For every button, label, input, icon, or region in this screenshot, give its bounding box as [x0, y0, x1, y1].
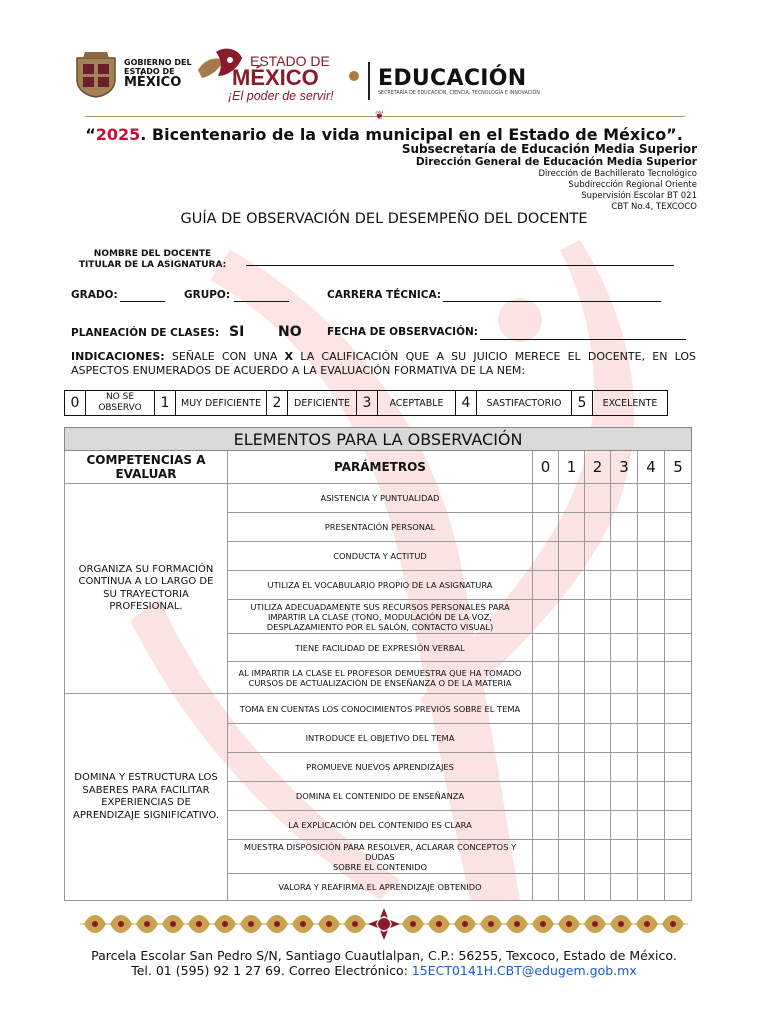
- score-cell[interactable]: [638, 782, 665, 811]
- score-cell[interactable]: [665, 600, 692, 634]
- col-header-competencias: COMPETENCIAS A EVALUAR: [65, 451, 228, 484]
- score-cell[interactable]: [665, 840, 692, 874]
- logo-separator: [368, 62, 370, 100]
- parametro-cell: AL IMPARTIR LA CLASE EL PROFESOR DEMUESTRA QUE HA TOMADO CURSOS DE ACTUALIZACIÓN DE ENSEÑANZA O DE LA MATERIA: [228, 662, 533, 694]
- educacion-subtitle: SECRETARÍA DE EDUCACIÓN, CIENCIA, TECNOLOGÍA E INNOVACIÓN: [378, 91, 540, 96]
- planeacion-label: PLANEACIÓN DE CLASES:: [71, 327, 220, 339]
- score-cell[interactable]: [559, 513, 585, 542]
- footer-email-link[interactable]: 15ECT0141H.CBT@edugem.gob.mx: [411, 963, 637, 978]
- scale-label: NO SE OBSERVO: [86, 391, 155, 416]
- score-header: 1: [559, 451, 585, 484]
- grado-label: GRADO:: [71, 289, 118, 301]
- score-cell[interactable]: [638, 662, 665, 694]
- score-cell[interactable]: [665, 484, 692, 513]
- institution-line: Dirección de Bachillerato Tecnológico: [538, 169, 697, 179]
- educacion-title: EDUCACIÓN: [378, 66, 527, 91]
- gob-line2: ESTADO DE: [124, 67, 175, 76]
- score-cell[interactable]: [638, 811, 665, 840]
- edo-slogan: ¡El poder de servir!: [228, 89, 334, 103]
- score-cell[interactable]: [585, 782, 611, 811]
- score-cell[interactable]: [611, 484, 638, 513]
- score-cell[interactable]: [559, 484, 585, 513]
- score-header: 5: [665, 451, 692, 484]
- score-cell[interactable]: [665, 542, 692, 571]
- score-cell[interactable]: [611, 753, 638, 782]
- score-cell[interactable]: [638, 874, 665, 901]
- rating-scale: [64, 390, 668, 416]
- ind-text-2: LA CALIFICACIÓN QUE A SU JUICIO MERECE EL DOCENTE, EN LOS ASPECTOS ENUMERADOS DE ACUERDO A LA EVALUACIÓN FORMATIVA DE LA NEM:: [71, 350, 697, 377]
- parametro-cell: MUESTRA DISPOSICIÓN PARA RESOLVER, ACLARAR CONCEPTOS Y DUDAS SOBRE EL CONTENIDO: [228, 840, 533, 874]
- nombre-label: [70, 249, 235, 271]
- score-cell[interactable]: [559, 694, 585, 724]
- score-header: 2: [585, 451, 611, 484]
- score-cell[interactable]: [533, 811, 559, 840]
- score-cell[interactable]: [585, 694, 611, 724]
- parametro-cell: TOMA EN CUENTAS LOS CONOCIMIENTOS PREVIOS SOBRE EL TEMA: [228, 694, 533, 724]
- score-cell[interactable]: [611, 571, 638, 600]
- observation-table: [64, 427, 692, 901]
- fecha-field[interactable]: [480, 339, 686, 340]
- scale-num: 5: [572, 391, 593, 416]
- score-header: 4: [638, 451, 665, 484]
- score-cell[interactable]: [638, 513, 665, 542]
- score-cell[interactable]: [533, 840, 559, 874]
- grupo-label: GRUPO:: [184, 289, 231, 301]
- score-cell[interactable]: [533, 571, 559, 600]
- slogan-year: 2025: [95, 125, 141, 144]
- footer-contact: [0, 963, 768, 978]
- score-cell[interactable]: [585, 600, 611, 634]
- nombre-field[interactable]: [246, 264, 674, 266]
- carrera-field[interactable]: [443, 301, 661, 302]
- col-header-parametros: PARÁMETROS: [228, 451, 533, 484]
- parametro-cell: UTILIZA EL VOCABULARIO PROPIO DE LA ASIGNATURA: [228, 571, 533, 600]
- institution-line: CBT No.4, TEXCOCO: [611, 202, 697, 212]
- gob-line1: GOBIERNO DEL: [124, 58, 192, 67]
- slogan-text: . Bicentenario de la vida municipal en el Estado de México”.: [140, 125, 683, 144]
- score-cell[interactable]: [665, 694, 692, 724]
- table-row: [65, 484, 692, 513]
- score-cell[interactable]: [611, 600, 638, 634]
- document-title: GUÍA DE OBSERVACIÓN DEL DESEMPEÑO DEL DOCENTE: [180, 211, 588, 227]
- score-cell[interactable]: [611, 542, 638, 571]
- planeacion-no[interactable]: NO: [278, 324, 302, 340]
- score-cell[interactable]: [665, 753, 692, 782]
- score-cell[interactable]: [585, 513, 611, 542]
- score-cell[interactable]: [533, 874, 559, 901]
- score-cell[interactable]: [533, 662, 559, 694]
- estado-de-mexico-logo: [194, 46, 364, 104]
- competencia-cell: DOMINA Y ESTRUCTURA LOS SABERES PARA FACILITAR EXPERIENCIAS DE APRENDIZAJE SIGNIFICATIVO.: [65, 694, 228, 901]
- scale-num: 4: [456, 391, 477, 416]
- ind-text-1: SEÑALE CON UNA: [164, 350, 285, 363]
- score-cell[interactable]: [665, 634, 692, 662]
- header-ornament-icon: ❦: [375, 109, 385, 122]
- score-cell[interactable]: [638, 571, 665, 600]
- score-cell[interactable]: [585, 571, 611, 600]
- footer-ornament: [80, 904, 688, 944]
- score-cell[interactable]: [559, 634, 585, 662]
- slogan-open: “: [85, 125, 96, 144]
- institution-line: Dirección General de Educación Media Superior: [415, 156, 697, 168]
- ind-x: X: [284, 350, 294, 363]
- nombre-label-1: NOMBRE DEL DOCENTE: [93, 249, 212, 259]
- fecha-label: FECHA DE OBSERVACIÓN:: [327, 326, 478, 338]
- score-cell[interactable]: [611, 694, 638, 724]
- score-cell[interactable]: [585, 753, 611, 782]
- parametro-cell: PROMUEVE NUEVOS APRENDIZAJES: [228, 753, 533, 782]
- score-cell[interactable]: [638, 840, 665, 874]
- institution-lines: [402, 143, 697, 213]
- parametro-cell: DOMINA EL CONTENIDO DE ENSEÑANZA: [228, 782, 533, 811]
- scale-num: 0: [65, 391, 86, 416]
- scale-label: SASTIFACTORIO: [477, 391, 572, 416]
- score-cell[interactable]: [533, 753, 559, 782]
- parametro-cell: PRESENTACIÓN PERSONAL: [228, 513, 533, 542]
- grado-field[interactable]: [120, 301, 165, 302]
- gobierno-logo-text: [124, 58, 192, 89]
- score-cell[interactable]: [559, 724, 585, 753]
- parametro-cell: TIENE FACILIDAD DE EXPRESIÓN VERBAL: [228, 634, 533, 662]
- scale-label: MUY DEFICIENTE: [176, 391, 267, 416]
- scale-label: DEFICIENTE: [288, 391, 357, 416]
- score-cell[interactable]: [585, 484, 611, 513]
- score-cell[interactable]: [533, 634, 559, 662]
- score-cell[interactable]: [559, 662, 585, 694]
- score-cell[interactable]: [611, 513, 638, 542]
- table-row: [65, 694, 692, 724]
- score-cell[interactable]: [665, 513, 692, 542]
- parametro-cell: UTILIZA ADECUADAMENTE SUS RECURSOS PERSONALES PARA IMPARTIR LA CLASE (TONO, MODULACIÓN DE LA VOZ, DESPLAZAMIENTO POR EL SALÓN, CONTACTO VISUAL): [228, 600, 533, 634]
- score-cell[interactable]: [533, 513, 559, 542]
- score-cell[interactable]: [665, 874, 692, 901]
- score-cell[interactable]: [533, 484, 559, 513]
- score-cell[interactable]: [665, 571, 692, 600]
- scale-label: EXCELENTE: [593, 391, 668, 416]
- parametro-cell: VALORA Y REAFIRMA EL APRENDIZAJE OBTENIDO: [228, 874, 533, 901]
- planeacion-si[interactable]: SI: [229, 324, 245, 340]
- government-seal-icon: [73, 50, 119, 98]
- score-cell[interactable]: [611, 840, 638, 874]
- score-cell[interactable]: [559, 600, 585, 634]
- score-cell[interactable]: [611, 634, 638, 662]
- score-cell[interactable]: [611, 811, 638, 840]
- indicaciones: [71, 350, 696, 378]
- score-cell[interactable]: [533, 542, 559, 571]
- score-cell[interactable]: [638, 724, 665, 753]
- score-cell[interactable]: [611, 782, 638, 811]
- footer-address: Parcela Escolar San Pedro S/N, Santiago Cuautlalpan, C.P.: 56255, Texcoco, Estado de México.: [91, 948, 677, 963]
- score-cell[interactable]: [665, 782, 692, 811]
- parametro-cell: INTRODUCE EL OBJETIVO DEL TEMA: [228, 724, 533, 753]
- institution-line: Subsecretaría de Educación Media Superior: [401, 142, 697, 156]
- score-header: 3: [611, 451, 638, 484]
- scale-num: 2: [267, 391, 288, 416]
- score-cell[interactable]: [533, 724, 559, 753]
- grupo-field[interactable]: [234, 301, 289, 302]
- score-cell[interactable]: [585, 811, 611, 840]
- table-title: ELEMENTOS PARA LA OBSERVACIÓN: [65, 428, 692, 451]
- score-cell[interactable]: [638, 484, 665, 513]
- parametro-cell: CONDUCTA Y ACTITUD: [228, 542, 533, 571]
- score-cell[interactable]: [559, 542, 585, 571]
- score-cell[interactable]: [638, 600, 665, 634]
- score-cell[interactable]: [533, 600, 559, 634]
- score-cell[interactable]: [533, 782, 559, 811]
- score-cell[interactable]: [638, 753, 665, 782]
- score-cell[interactable]: [559, 571, 585, 600]
- score-cell[interactable]: [585, 840, 611, 874]
- score-cell[interactable]: [585, 634, 611, 662]
- scale-num: 1: [155, 391, 176, 416]
- scale-num: 3: [357, 391, 378, 416]
- score-cell[interactable]: [559, 840, 585, 874]
- parametro-cell: ASISTENCIA Y PUNTUALIDAD: [228, 484, 533, 513]
- footer-phone: Tel. 01 (595) 92 1 27 69. Correo Electrónico:: [131, 963, 412, 978]
- nombre-label-2: TITULAR DE LA ASIGNATURA:: [78, 260, 227, 270]
- institution-line: Supervisión Escolar BT 021: [581, 191, 697, 201]
- edo-line2: MÉXICO: [232, 65, 319, 90]
- score-cell[interactable]: [638, 694, 665, 724]
- carrera-label: CARRERA TÉCNICA:: [327, 289, 442, 301]
- parametro-cell: LA EXPLICACIÓN DEL CONTENIDO ES CLARA: [228, 811, 533, 840]
- score-cell[interactable]: [559, 811, 585, 840]
- header-divider: [85, 116, 685, 117]
- score-cell[interactable]: [585, 874, 611, 901]
- score-cell[interactable]: [585, 724, 611, 753]
- institution-line: Subdirección Regional Oriente: [568, 180, 697, 190]
- score-cell[interactable]: [533, 694, 559, 724]
- score-cell[interactable]: [559, 874, 585, 901]
- edo-line1: ESTADO DE: [250, 53, 330, 69]
- score-cell[interactable]: [559, 753, 585, 782]
- competencia-cell: ORGANIZA SU FORMACIÓN CONTINUA A LO LARGO DE SU TRAYECTORIA PROFESIONAL.: [65, 484, 228, 694]
- score-cell[interactable]: [559, 782, 585, 811]
- score-cell[interactable]: [665, 811, 692, 840]
- score-cell[interactable]: [665, 724, 692, 753]
- score-cell[interactable]: [638, 542, 665, 571]
- score-cell[interactable]: [611, 874, 638, 901]
- ind-label: INDICACIONES:: [71, 350, 165, 363]
- score-cell[interactable]: [611, 724, 638, 753]
- score-cell[interactable]: [638, 634, 665, 662]
- score-header: 0: [533, 451, 559, 484]
- score-cell[interactable]: [665, 662, 692, 694]
- gob-line3: MÉXICO: [124, 75, 182, 90]
- score-cell[interactable]: [611, 662, 638, 694]
- score-cell[interactable]: [585, 542, 611, 571]
- score-cell[interactable]: [585, 662, 611, 694]
- scale-label: ACEPTABLE: [378, 391, 456, 416]
